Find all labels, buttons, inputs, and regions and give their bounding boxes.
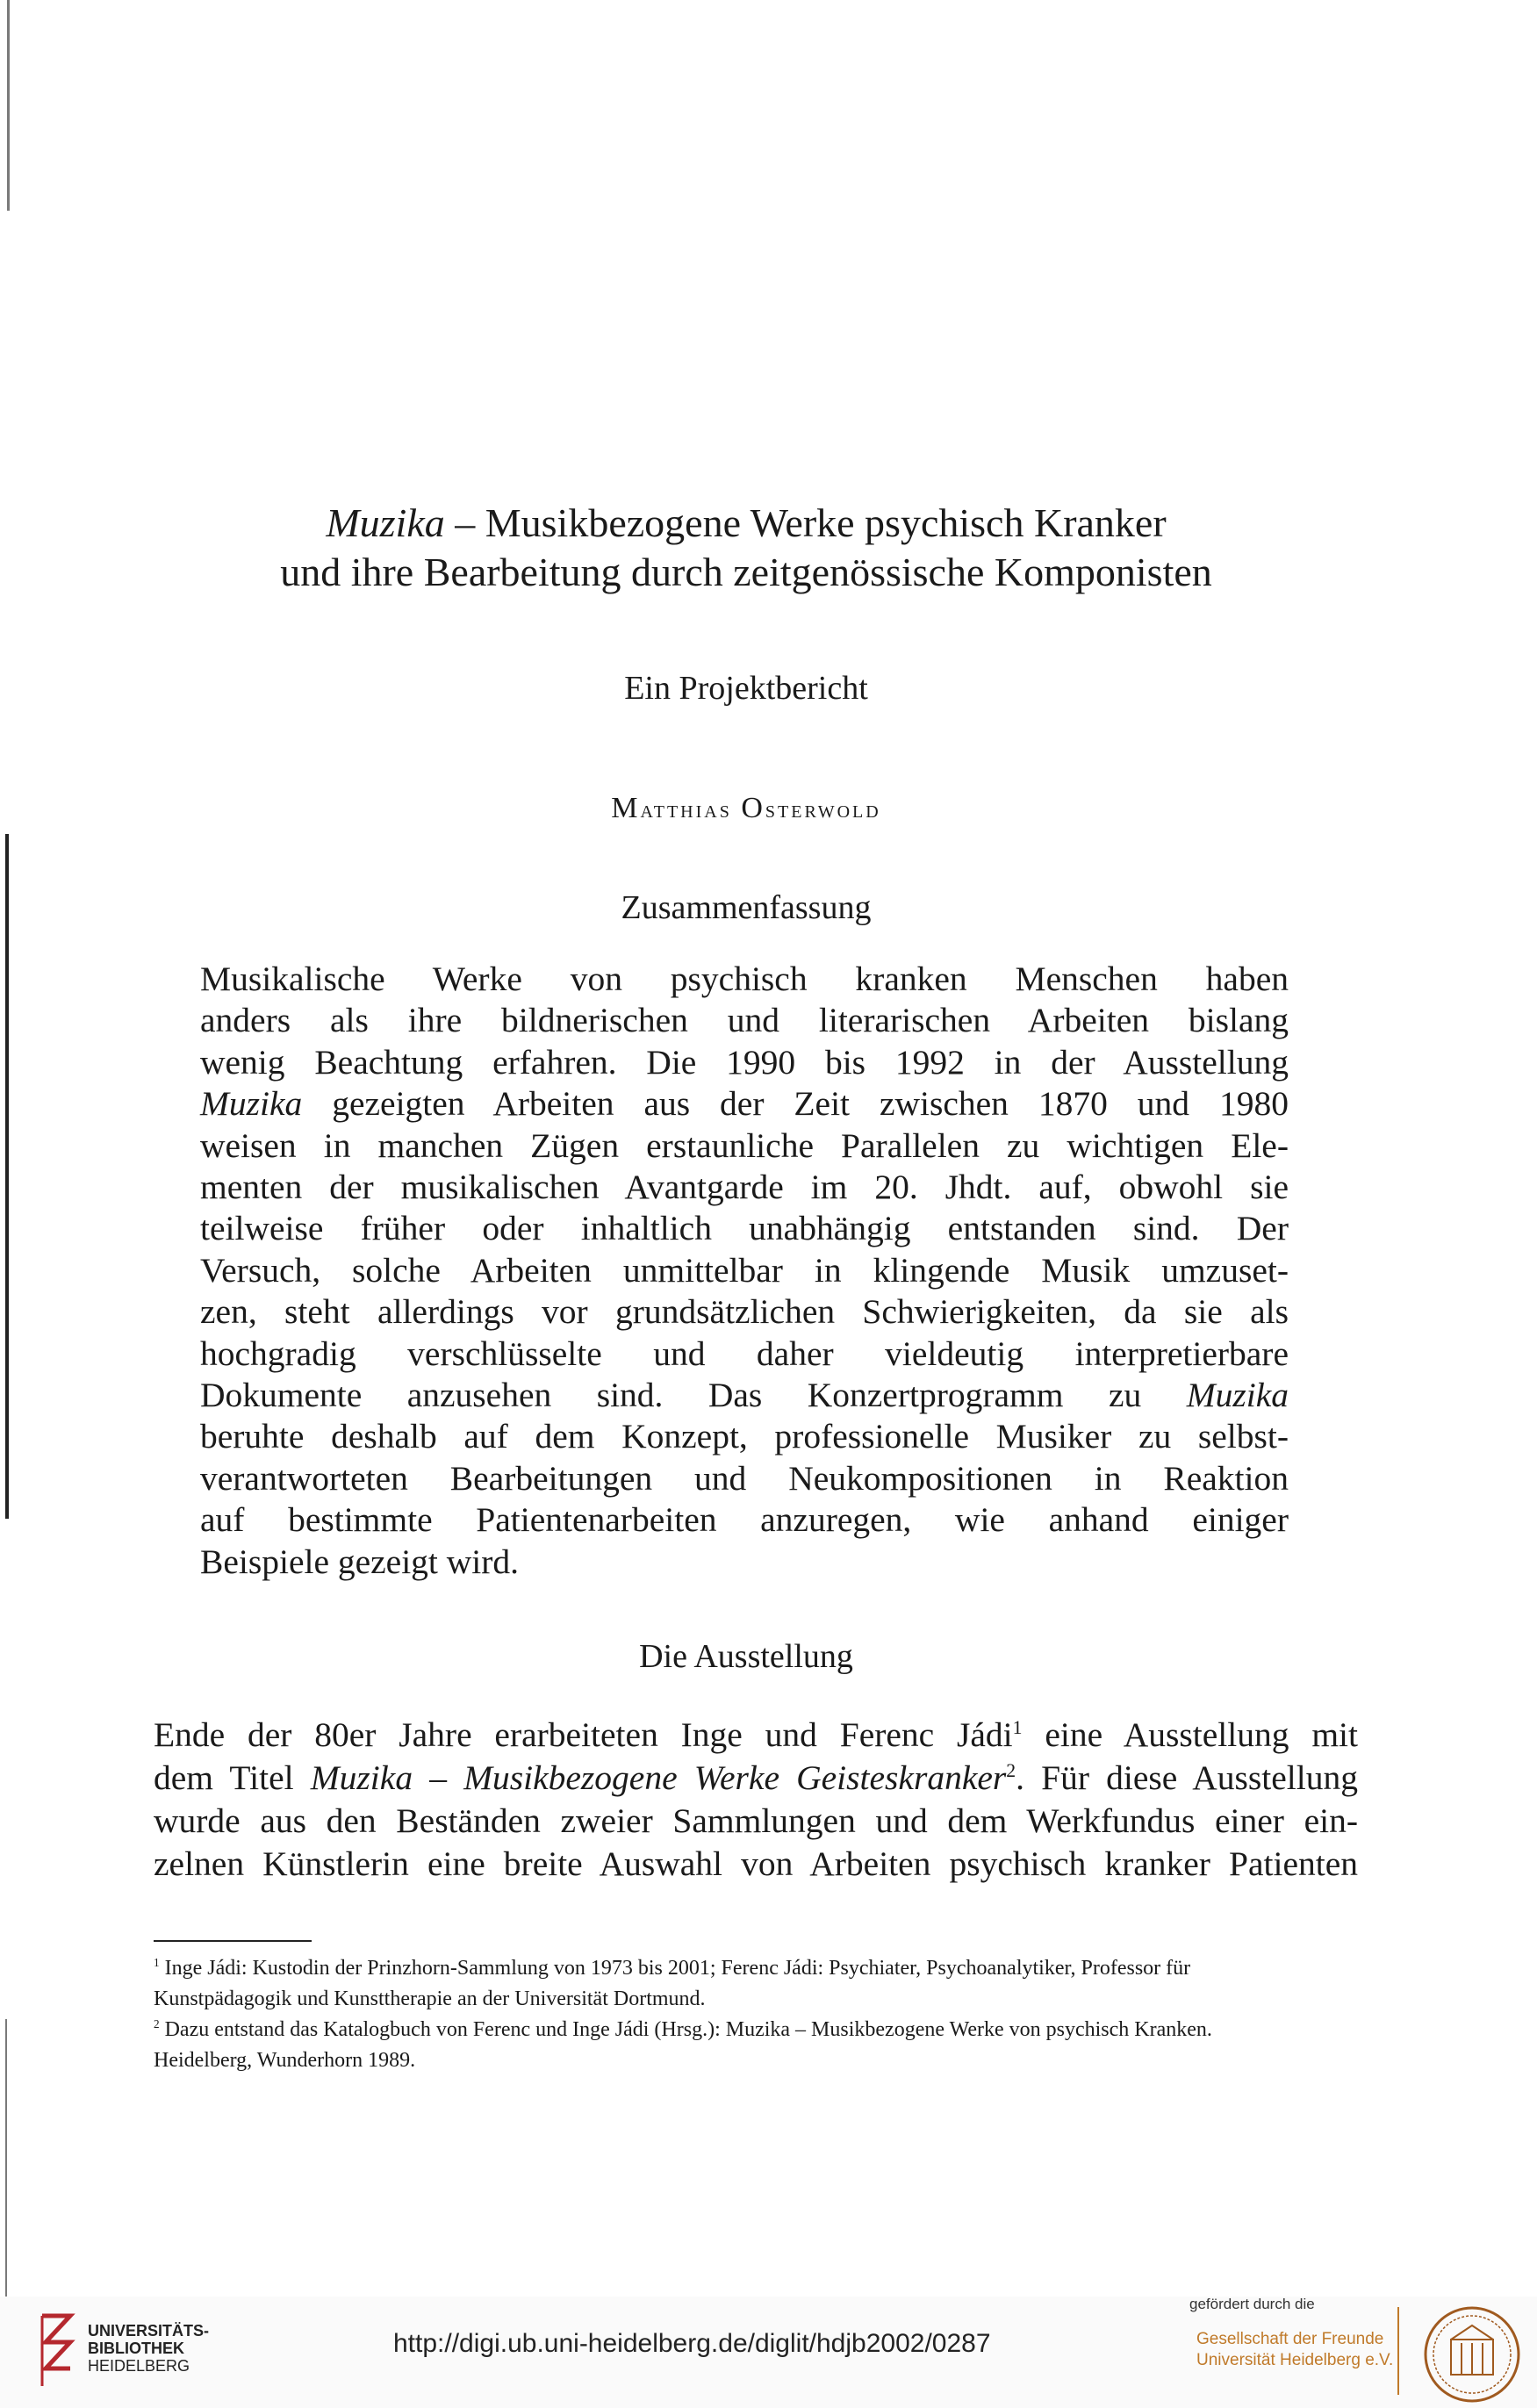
footnote-1-line-2: Kunstpädagogik und Kunsttherapie an der Universität Dortmund. [154, 1987, 706, 2010]
abstract-text-run: Musikalische Werke von psychisch kranken Menschen haben [200, 960, 1289, 998]
footnote-number: 2 [154, 2017, 160, 2031]
abstract-text-run: wenig Beachtung erfahren. Die 1990 bis 1992 in der Ausstellung [200, 1042, 1289, 1082]
section-heading: Die Ausstellung [639, 1638, 853, 1675]
society-name-line: Universität Heidelberg e.V. [1196, 2351, 1394, 2369]
title-line-1 [0, 499, 1492, 548]
abstract-line [200, 1499, 1289, 1541]
title-line-1-text: – Musikbezogene Werke psychisch Kranker [444, 500, 1167, 545]
abstract-italic-run: Muzika [200, 1084, 303, 1124]
footnote-number: 1 [154, 1956, 160, 1969]
abstract-text-run: menten der musikalischen Avantgarde im 20. Jhdt. auf, obwohl sie [200, 1168, 1289, 1207]
abstract-line [200, 1208, 1289, 1249]
abstract-line [200, 1000, 1289, 1041]
library-name-line: HEIDELBERG [88, 2357, 190, 2375]
title-line-2: und ihre Bearbeitung durch zeitgenössische Komponisten [280, 550, 1212, 594]
footnote-divider [154, 1940, 312, 1942]
abstract-line [200, 1375, 1289, 1416]
abstract-line [200, 1416, 1289, 1457]
abstract-text-run: auf bestimmte Patientenarbeiten anzuregen, wie anhand einiger [200, 1500, 1289, 1540]
abstract-text-run: teilweise früher oder inhaltlich unabhängig entstanden sind. Der [200, 1209, 1289, 1248]
footer-divider [1397, 2307, 1399, 2395]
abstract-line [200, 959, 1289, 1000]
footnote-text: Dazu entstand das Katalogbuch von Ferenc und Inge Jádi (Hrsg.): Muzika – Musikbezogene Werke von psychisch Kranken. [159, 2018, 1212, 2041]
abstract-text-run: gezeigten Arbeiten aus der Zeit zwischen 1870 und 1980 [302, 1084, 1289, 1124]
body-italic-run: Muzika – Musikbezogene Werke Geisteskranker [310, 1758, 1007, 1797]
abstract-text-run: Versuch, solche Arbeiten unmittelbar in klingende Musik umzuset- [200, 1250, 1289, 1290]
footnotes [154, 1953, 1358, 2076]
body-line [154, 1714, 1358, 1757]
body-line [154, 1757, 1358, 1800]
abstract-text-run: hochgradig verschlüsselte und daher vieldeutig interpretierbare [200, 1333, 1289, 1373]
library-name [88, 2322, 209, 2375]
abstract-body [200, 959, 1289, 1583]
abstract-text-run: zen, steht allerdings vor grundsätzlichen Schwierigkeiten, da sie als [200, 1292, 1289, 1332]
abstract-text-run: verantworteten Bearbeitungen und Neukompositionen in Reaktion [200, 1458, 1289, 1498]
abstract-italic-run: Muzika [1186, 1376, 1289, 1415]
library-name-line: UNIVERSITÄTS- [88, 2322, 210, 2340]
funded-by-text: gefördert durch die [1189, 2296, 1315, 2312]
section-body [154, 1714, 1358, 1886]
library-logo-icon [35, 2307, 79, 2390]
abstract-line [200, 1250, 1289, 1291]
author-first-initial: M [611, 792, 641, 824]
article-subtitle: Ein Projektbericht [624, 670, 868, 707]
footnote-2-line-2: Heidelberg, Wunderhorn 1989. [154, 2049, 416, 2072]
abstract-text-run: weisen in manchen Zügen erstaunliche Parallelen zu wichtigen Ele- [200, 1125, 1289, 1165]
footnote-text: Inge Jádi: Kustodin der Prinzhorn-Sammlung von 1973 bis 2001; Ferenc Jádi: Psychiater, Psychoanalytiker, Professor für [159, 1957, 1191, 1980]
abstract-line [200, 1458, 1289, 1499]
footnote-ref: 2 [1006, 1759, 1016, 1781]
abstract-line [200, 1125, 1289, 1167]
abstract-line [200, 1542, 1289, 1583]
article-title [0, 499, 1492, 597]
society-name-line: Gesellschaft der Freunde [1196, 2330, 1384, 2348]
abstract-text-run: anders als ihre bildnerischen und literarischen Arbeiten bislang [200, 1001, 1289, 1040]
abstract-line [200, 1291, 1289, 1333]
author-last-initial: O [741, 792, 765, 824]
footnote-1-line-1 [154, 1953, 1358, 1984]
author-last-rest: sterwold [765, 796, 881, 823]
university-seal-icon [1422, 2304, 1523, 2405]
footnote-2-line-1 [154, 2015, 1358, 2045]
footnote-ref: 1 [1012, 1716, 1023, 1738]
abstract-text-run: Dokumente anzusehen sind. Das Konzertprogramm zu [200, 1376, 1187, 1415]
body-line: zelnen Künstlerin eine breite Auswahl von Arbeiten psychisch kranker Patienten [154, 1844, 1358, 1883]
author-first-rest: atthias [640, 796, 732, 823]
body-text-run: eine Ausstellung mit [1022, 1715, 1358, 1754]
source-url-link[interactable]: http://digi.ub.uni-heidelberg.de/diglit/hdjb2002/0287 [393, 2329, 991, 2358]
abstract-line [200, 1083, 1289, 1125]
abstract-text-run: beruhte deshalb auf dem Konzept, professionelle Musiker zu selbst- [200, 1417, 1289, 1456]
society-name [1196, 2329, 1393, 2371]
abstract-heading: Zusammenfassung [621, 889, 872, 926]
title-italic: Muzika [326, 500, 445, 545]
body-text-run: Ende der 80er Jahre erarbeiteten Inge und Ferenc Jádi [154, 1715, 1013, 1754]
abstract-text-run: Beispiele gezeigt wird. [200, 1542, 520, 1581]
library-name-line: BIBLIOTHEK [88, 2340, 184, 2357]
body-text-run: . Für diese Ausstellung [1016, 1758, 1358, 1797]
abstract-line [200, 1167, 1289, 1208]
author-name [0, 792, 1492, 825]
body-text-run: dem Titel [154, 1758, 311, 1797]
abstract-line [200, 1042, 1289, 1083]
body-line: wurde aus den Beständen zweier Sammlungen und dem Werkfundus einer ein- [154, 1801, 1358, 1840]
abstract-line [200, 1333, 1289, 1375]
